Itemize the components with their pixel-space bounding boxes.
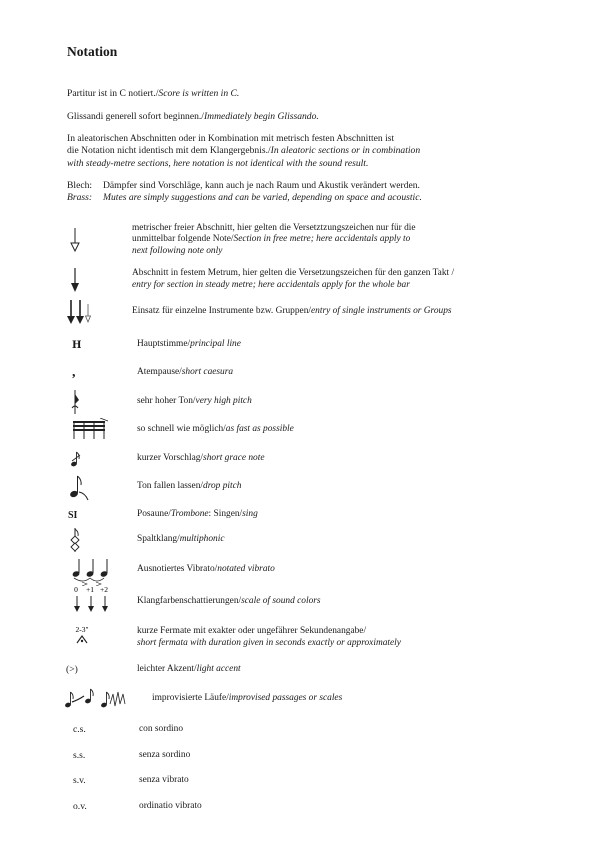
legend-row-caesura: , Atempause/short caesura [60,360,590,386]
notated-vibrato-icon [60,554,126,586]
sound-colors-icon [60,584,126,620]
abbreviation: o.v. [73,801,87,812]
legend-row-sound-colors: 0 +1 +2 Klangfarbenschattierungen/scale of sound colors [60,584,590,620]
singing-icon: SI [68,509,78,521]
fermata-duration: 2-3" [75,625,89,634]
legend-row-free-metre: metrischer freier Abschnitt, hier gelten die Versetztzungszeichen nur für die unmittelbar folgende Note/Section in free metre; here accidentals apply to next following note only [60,220,590,260]
abbreviation-meaning: con sordino [139,724,184,735]
legend-row-multiphonic: Spaltklang/multiphonic [60,526,590,554]
paragraph-score-in-c: Partitur ist in C notiert./Score is written in C. [67,88,240,99]
legend-row-con-sordino [60,716,590,744]
paragraph-aleatoric: In aleatorischen Abschnitten oder in Kombination mit metrisch festen Abschnitten ist die Notation nicht identisch mit dem Klangergebnis./In aleatoric sections or in combination with steady-metre sections, here notation is not identical with the sound result. [67,133,421,169]
legend-row-very-high-pitch: sehr hoher Ton/very high pitch [60,388,590,416]
legend-row-notated-vibrato: Ausnotiertes Vibrato/notated vibrato [60,554,590,586]
legend-row-short-fermata: 2-3" kurze Fermate mit exakter oder ungefährer Sekundenangabe/ short fermata with duration given in seconds exactly or approximately [60,620,590,656]
entry-arrows-icon [60,298,126,326]
fast-as-possible-icon [60,416,126,444]
sound-color-number: 0 [74,585,78,594]
legend-row-entry: Einsatz für einzelne Instrumente bzw. Gruppen/entry of single instruments or Groups [60,298,590,326]
sound-color-number: +2 [100,585,108,594]
abbreviation-meaning: ordinatio vibrato [139,801,202,812]
abbreviation: c.s. [73,724,86,735]
paragraph-glissando: Glissandi generell sofort beginnen./Immediately begin Glissando. [67,111,319,122]
light-accent-icon: (>) [66,664,78,675]
legend-row-fast: so schnell wie möglich/as fast as possible [60,416,590,444]
drop-pitch-icon [60,472,126,502]
legend-row-improvised: improvisierte Läufe/improvised passages or scales [60,684,590,714]
filled-arrow-down-icon [60,264,126,296]
legend-row-ordinatio-vibrato [60,793,590,821]
grace-note-icon [60,446,126,472]
paragraph-brass-mutes: Blech: Dämpfer sind Vorschläge, kann auch je nach Raum und Akustik verändert werden. Brass: Mutes are simply suggestions and can be varied, depending on space and acoustic. [67,180,422,204]
sound-color-number: +1 [86,585,94,594]
legend-row-principal-line: H Hauptstimme/principal line [60,332,590,358]
very-high-pitch-icon [60,388,126,416]
abbreviation-meaning: senza vibrato [139,775,189,786]
legend-row-light-accent: (>) leichter Akzent/light accent [60,656,590,684]
comma-caesura-icon: , [72,365,76,380]
page-title: Notation [67,44,118,59]
legend-row-drop-pitch: Ton fallen lassen/drop pitch [60,472,590,502]
improvised-passages-icon [60,684,140,714]
legend-row-grace-note: kurzer Vorschlag/short grace note [60,446,590,472]
short-fermata-icon [60,620,126,656]
multiphonic-icon [60,526,126,554]
abbreviation-meaning: senza sordino [139,750,191,761]
abbreviation: s.v. [73,775,86,786]
abbreviation: s.s. [73,750,86,761]
hollow-arrow-down-icon [60,220,126,260]
legend-row-steady-metre: Abschnitt in festem Metrum, hier gelten die Versetzungszeichen für den ganzen Takt / entry for section in steady metre; here accidentals apply for the whole bar [60,264,590,296]
legend-row-senza-sordino [60,742,590,770]
legend-row-trombone-sing: SI Posaune/Trombone: Singen/sing [60,502,590,528]
principal-line-icon: H [72,339,82,351]
legend-row-senza-vibrato [60,767,590,795]
